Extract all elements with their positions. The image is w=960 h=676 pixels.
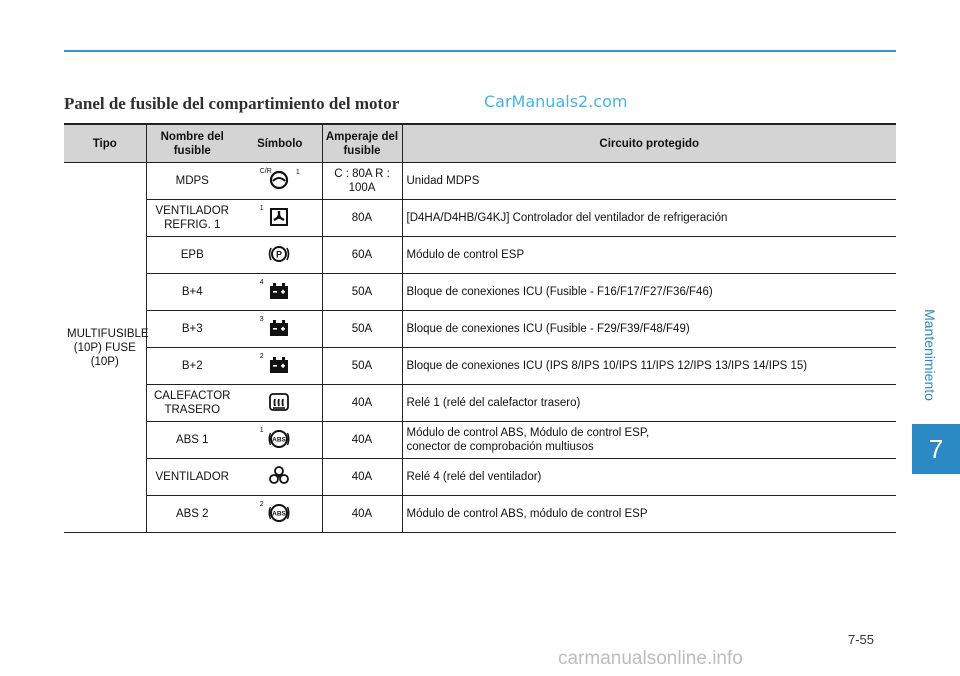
symbol-cell bbox=[238, 274, 322, 311]
header-amperaje: Amperaje del fusible bbox=[322, 124, 402, 163]
table-row bbox=[64, 385, 896, 422]
fuse-name: VENTILADOR REFRIG. 1 bbox=[146, 200, 238, 237]
table-row bbox=[64, 200, 896, 237]
symbol-cell bbox=[238, 311, 322, 348]
tipo-cell: MULTIFUSIBLE (10P) FUSE (10P) bbox=[64, 163, 146, 533]
parking-brake-letter: P bbox=[275, 249, 282, 260]
symbol-superscript-right: 1 bbox=[295, 169, 300, 176]
fuse-name: CALEFACTOR TRASERO bbox=[146, 385, 238, 422]
symbol-cell bbox=[238, 385, 322, 422]
header-tipo: Tipo bbox=[64, 124, 146, 163]
symbol-superscript: 1 bbox=[259, 427, 264, 434]
symbol-cell bbox=[238, 496, 322, 533]
table-row bbox=[64, 274, 896, 311]
fuse-name: B+3 bbox=[146, 311, 238, 348]
battery-icon bbox=[268, 317, 290, 339]
chapter-tab: 7 bbox=[912, 424, 960, 474]
table-row bbox=[64, 348, 896, 385]
symbol-cell bbox=[238, 237, 322, 274]
side-section-label bbox=[916, 290, 944, 420]
header-nombre: Nombre del fusible bbox=[146, 124, 238, 163]
fuse-name: B+2 bbox=[146, 348, 238, 385]
abs-label: ABS bbox=[271, 436, 286, 444]
battery-icon bbox=[268, 354, 290, 376]
watermark-top[interactable]: CarManuals2.com bbox=[484, 92, 628, 111]
blower-fan-icon bbox=[268, 465, 290, 487]
symbol-superscript: 4 bbox=[259, 279, 264, 286]
fuse-amperage: 80A bbox=[322, 200, 402, 237]
symbol-cell bbox=[238, 200, 322, 237]
fuse-name: MDPS bbox=[146, 163, 238, 200]
fuse-amperage: 40A bbox=[322, 459, 402, 496]
abs-icon bbox=[268, 502, 290, 524]
parking-brake-icon bbox=[268, 243, 290, 265]
fuse-name: VENTILADOR bbox=[146, 459, 238, 496]
symbol-cell bbox=[238, 422, 322, 459]
symbol-cell bbox=[238, 163, 322, 200]
fuse-circuit: [D4HA/D4HB/G4KJ] Controlador del ventilador de refrigeración bbox=[402, 200, 896, 237]
header-circuito: Circuito protegido bbox=[402, 124, 896, 163]
symbol-cell bbox=[238, 459, 322, 496]
fuse-circuit: Relé 4 (relé del ventilador) bbox=[402, 459, 896, 496]
abs-icon bbox=[268, 428, 290, 450]
fuse-circuit bbox=[402, 422, 896, 459]
fuse-circuit: Unidad MDPS bbox=[402, 163, 896, 200]
rear-defroster-icon bbox=[268, 391, 290, 413]
fuse-circuit: Módulo de control ABS, módulo de control ESP bbox=[402, 496, 896, 533]
fuse-amperage: 40A bbox=[322, 385, 402, 422]
fuse-amperage: 60A bbox=[322, 237, 402, 274]
fuse-name: ABS 1 bbox=[146, 422, 238, 459]
fuse-amperage: 50A bbox=[322, 274, 402, 311]
symbol-cell bbox=[238, 348, 322, 385]
symbol-superscript: C/R bbox=[259, 168, 272, 175]
fuse-circuit-line-1: Módulo de control ABS, Módulo de control ESP, bbox=[406, 427, 650, 439]
fuse-circuit: Bloque de conexiones ICU (Fusible - F16/F17/F27/F36/F46) bbox=[402, 274, 896, 311]
table-row bbox=[64, 459, 896, 496]
fuse-table bbox=[64, 123, 896, 533]
fuse-amperage: 50A bbox=[322, 348, 402, 385]
abs-label: ABS bbox=[271, 510, 286, 518]
table-row bbox=[64, 311, 896, 348]
fuse-circuit: Bloque de conexiones ICU (Fusible - F29/F39/F48/F49) bbox=[402, 311, 896, 348]
fuse-name: B+4 bbox=[146, 274, 238, 311]
fuse-amperage: 40A bbox=[322, 422, 402, 459]
table-row bbox=[64, 422, 896, 459]
fuse-amperage: 40A bbox=[322, 496, 402, 533]
fuse-name: ABS 2 bbox=[146, 496, 238, 533]
table-header-row bbox=[64, 124, 896, 163]
cooling-fan-icon bbox=[268, 206, 290, 228]
battery-icon bbox=[268, 280, 290, 302]
watermark-bottom[interactable]: carmanualsonline.info bbox=[558, 648, 743, 669]
fuse-amperage: 50A bbox=[322, 311, 402, 348]
table-row bbox=[64, 237, 896, 274]
mdps-icon bbox=[268, 169, 290, 191]
symbol-superscript: 2 bbox=[259, 501, 264, 508]
fuse-name: EPB bbox=[146, 237, 238, 274]
symbol-superscript: 2 bbox=[259, 353, 264, 360]
fuse-circuit: Bloque de conexiones ICU (IPS 8/IPS 10/IPS 11/IPS 12/IPS 13/IPS 14/IPS 15) bbox=[402, 348, 896, 385]
fuse-circuit: Relé 1 (relé del calefactor trasero) bbox=[402, 385, 896, 422]
header-simbolo: Símbolo bbox=[238, 124, 322, 163]
side-section-label-text: Mantenimiento bbox=[922, 309, 939, 401]
symbol-superscript: 3 bbox=[259, 316, 264, 323]
table-row bbox=[64, 496, 896, 533]
page-title: Panel de fusible del compartimiento del motor bbox=[64, 94, 400, 113]
top-rule bbox=[64, 50, 896, 52]
fuse-circuit-line-2: conector de comprobación multiusos bbox=[406, 441, 594, 453]
symbol-superscript: 1 bbox=[259, 205, 264, 212]
fuse-circuit: Módulo de control ESP bbox=[402, 237, 896, 274]
table-row bbox=[64, 163, 896, 200]
fuse-amperage: C : 80A R : 100A bbox=[322, 163, 402, 200]
page-number: 7-55 bbox=[848, 632, 875, 647]
